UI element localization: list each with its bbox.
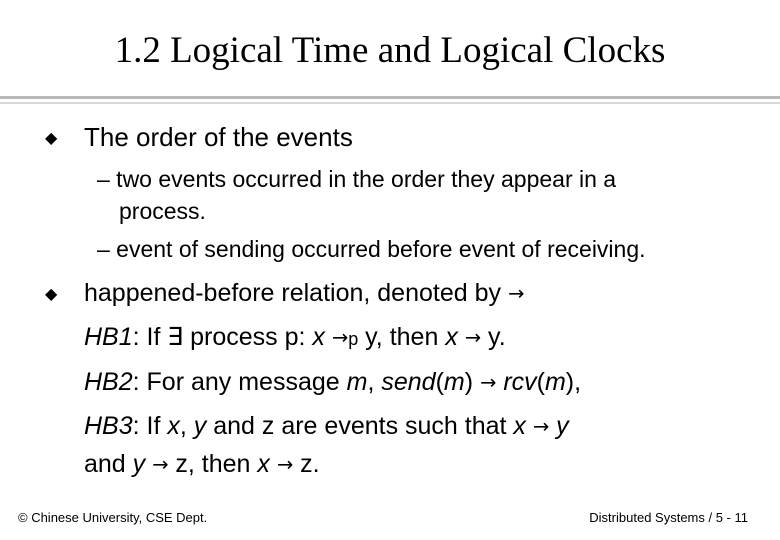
sub-bullet-1-line-1: – two events occurred in the order they appear in a [97, 166, 617, 192]
hb3-text: z, then [168, 450, 258, 478]
sub-bullet-2: – event of sending occurred before event of receiving. [97, 236, 646, 262]
arrow-icon: → [152, 453, 169, 476]
arrow-icon: → [464, 326, 482, 349]
hb2-text: ), [565, 368, 582, 396]
bullet-2-line [84, 278, 524, 309]
var-y: y [193, 412, 207, 440]
hb1-label: HB1 [84, 323, 133, 351]
hb3-line [84, 411, 569, 442]
bullet-icon: ◆ [45, 130, 58, 147]
var-x: x [312, 323, 325, 351]
func-rcv: rcv [503, 368, 537, 396]
var-x: x [257, 450, 270, 478]
arrow-icon: → [480, 371, 497, 394]
hb3-text: and z are events such that [206, 412, 514, 440]
sub-bullet-1-line-2: process. [119, 198, 206, 224]
footer-page-number: Distributed Systems / 5 - 11 [589, 510, 748, 525]
bullet-2-text: happened-before relation, denoted by [84, 279, 501, 307]
var-m: m [346, 368, 368, 396]
var-x: x [445, 323, 458, 351]
var-y: y [132, 450, 146, 478]
arrow-icon: → [331, 326, 349, 349]
title-divider-shadow [0, 102, 780, 104]
slide-title: 1.2 Logical Time and Logical Clocks [114, 30, 666, 71]
title-divider [0, 96, 780, 99]
var-x: x [513, 412, 526, 440]
hb3-text: , [179, 412, 194, 440]
footer-copyright: © Chinese University, CSE Dept. [18, 510, 208, 525]
arrow-icon: → [532, 415, 550, 438]
hb1-text: y. [481, 323, 506, 351]
hb1-text: process p: [183, 323, 313, 351]
hb3-text: and [84, 450, 133, 478]
hb2-text: ( [536, 368, 545, 396]
hb3-line-2 [84, 449, 320, 480]
var-m: m [443, 368, 465, 396]
var-y: y [549, 412, 569, 440]
hb2-text: ) [464, 368, 481, 396]
hb3-text: z. [293, 450, 320, 478]
hb2-label: HB2 [84, 368, 133, 396]
func-send: send [381, 368, 436, 396]
hb1-line [84, 322, 506, 354]
var-m: m [544, 368, 566, 396]
hb1-text: : If [132, 323, 168, 351]
hb2-text: ( [435, 368, 444, 396]
hb2-text: : For any message [132, 368, 347, 396]
var-x: x [167, 412, 180, 440]
hb2-line [84, 367, 581, 398]
arrow-icon: → [276, 453, 294, 476]
arrow-icon: → [507, 282, 525, 305]
hb2-text: , [367, 368, 382, 396]
bullet-icon: ◆ [45, 286, 58, 303]
hb3-text: : If [132, 412, 168, 440]
bullet-1-text: The order of the events [84, 122, 353, 152]
subscript-p: p [348, 329, 359, 349]
hb3-label: HB3 [84, 412, 133, 440]
exists-icon: ∃ [167, 323, 184, 351]
hb1-text: y, then [358, 323, 446, 351]
